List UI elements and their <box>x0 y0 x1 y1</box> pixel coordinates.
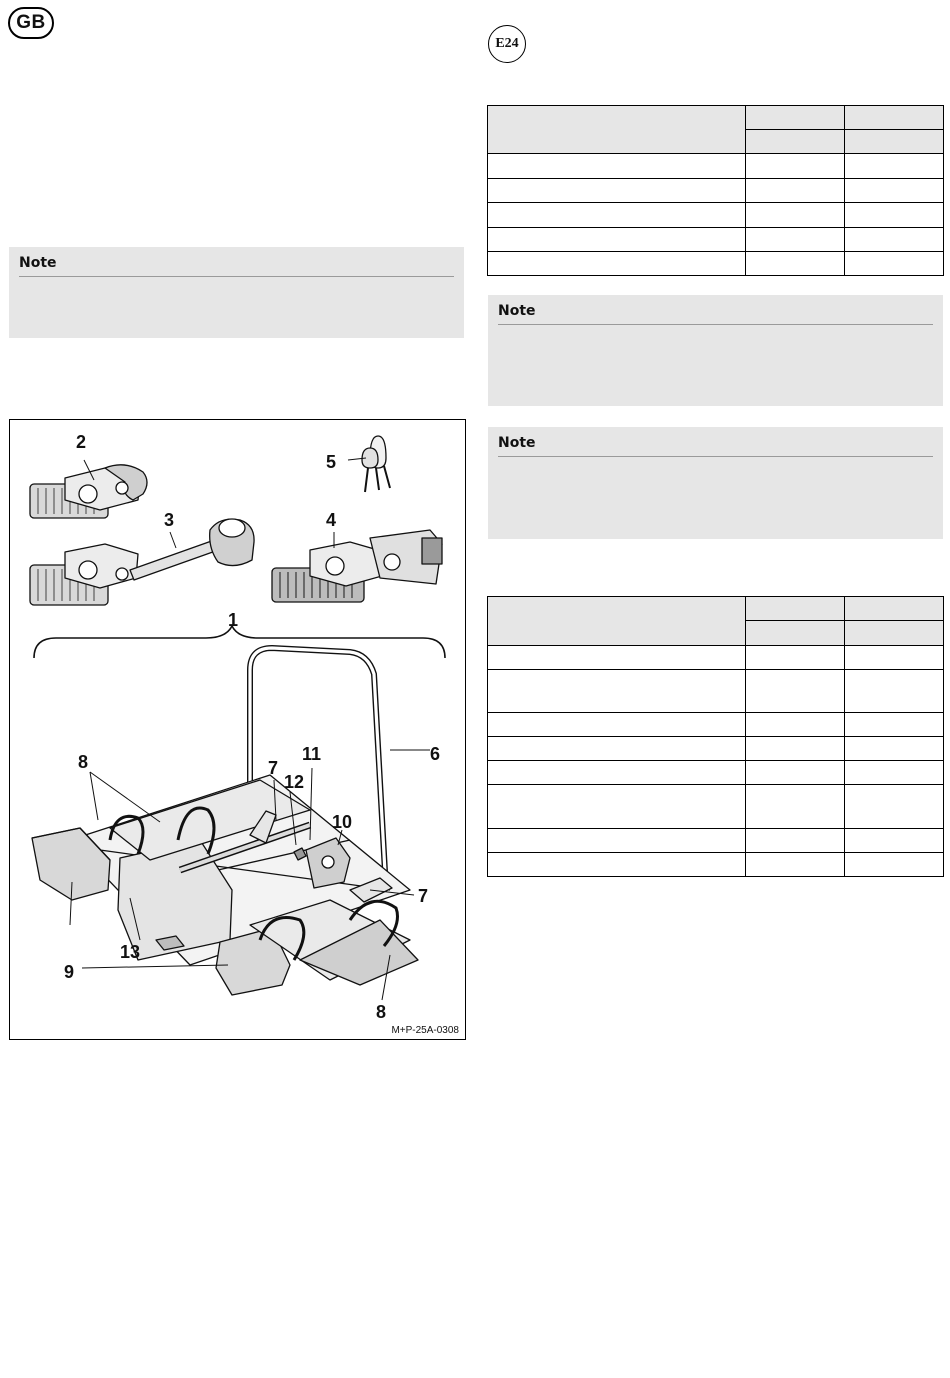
double-clamp-illustration <box>272 530 442 602</box>
table-header-cell <box>845 130 944 154</box>
table-row <box>488 853 944 877</box>
note-box-right-1 <box>488 295 943 406</box>
callout-7-upper: 7 <box>268 758 279 778</box>
note-title: Note <box>498 435 933 457</box>
callout-6: 6 <box>430 744 441 764</box>
table-row <box>488 785 944 829</box>
table-row <box>488 670 944 713</box>
table-header-cell <box>746 597 845 621</box>
callout-3: 3 <box>164 510 175 530</box>
callout-13: 13 <box>120 942 141 962</box>
callout-2: 2 <box>76 432 87 452</box>
callout-8-lower: 8 <box>376 1002 387 1022</box>
table-row <box>488 154 944 179</box>
table-row <box>488 829 944 853</box>
table-header-cell <box>488 106 746 154</box>
table-row <box>488 252 944 276</box>
assembly-bracket <box>34 626 445 658</box>
table-row <box>488 203 944 228</box>
table-row <box>488 228 944 252</box>
bike-carrier-illustration <box>10 420 465 1039</box>
table-header-cell <box>488 597 746 646</box>
bike-carrier-figure <box>9 419 466 1040</box>
country-badge: GB <box>8 7 54 39</box>
table-header-cell <box>845 106 944 130</box>
table-row <box>488 713 944 737</box>
table-header-cell <box>845 597 944 621</box>
callout-5: 5 <box>326 452 337 472</box>
table-header-cell <box>746 106 845 130</box>
approval-mark: E24 <box>488 25 526 63</box>
callout-7-lower: 7 <box>418 886 429 906</box>
note-box-right-2 <box>488 427 943 539</box>
note-box-left <box>9 247 464 338</box>
wheel-holder-clamp-illustration <box>30 465 147 518</box>
callout-10: 10 <box>332 812 353 832</box>
spec-table-2 <box>487 596 944 877</box>
table-row <box>488 737 944 761</box>
callout-12: 12 <box>284 772 305 792</box>
table-row <box>488 646 944 670</box>
table-row <box>488 761 944 785</box>
keys-illustration <box>362 436 390 492</box>
callout-1: 1 <box>228 610 239 630</box>
frame-holder-arm-illustration <box>30 519 254 605</box>
callout-9-left: 9 <box>64 962 75 982</box>
table-header-cell <box>746 621 845 646</box>
note-title: Note <box>498 303 933 325</box>
table-row <box>488 179 944 203</box>
callout-4: 4 <box>326 510 337 530</box>
callout-8-upper: 8 <box>78 752 89 772</box>
callout-11: 11 <box>302 744 322 764</box>
main-carrier-illustration <box>32 648 418 995</box>
note-title: Note <box>19 255 454 277</box>
table-header-cell <box>746 130 845 154</box>
table-header-cell <box>845 621 944 646</box>
spec-table-1 <box>487 105 944 276</box>
figure-code: M+P-25A-0308 <box>391 1025 459 1036</box>
